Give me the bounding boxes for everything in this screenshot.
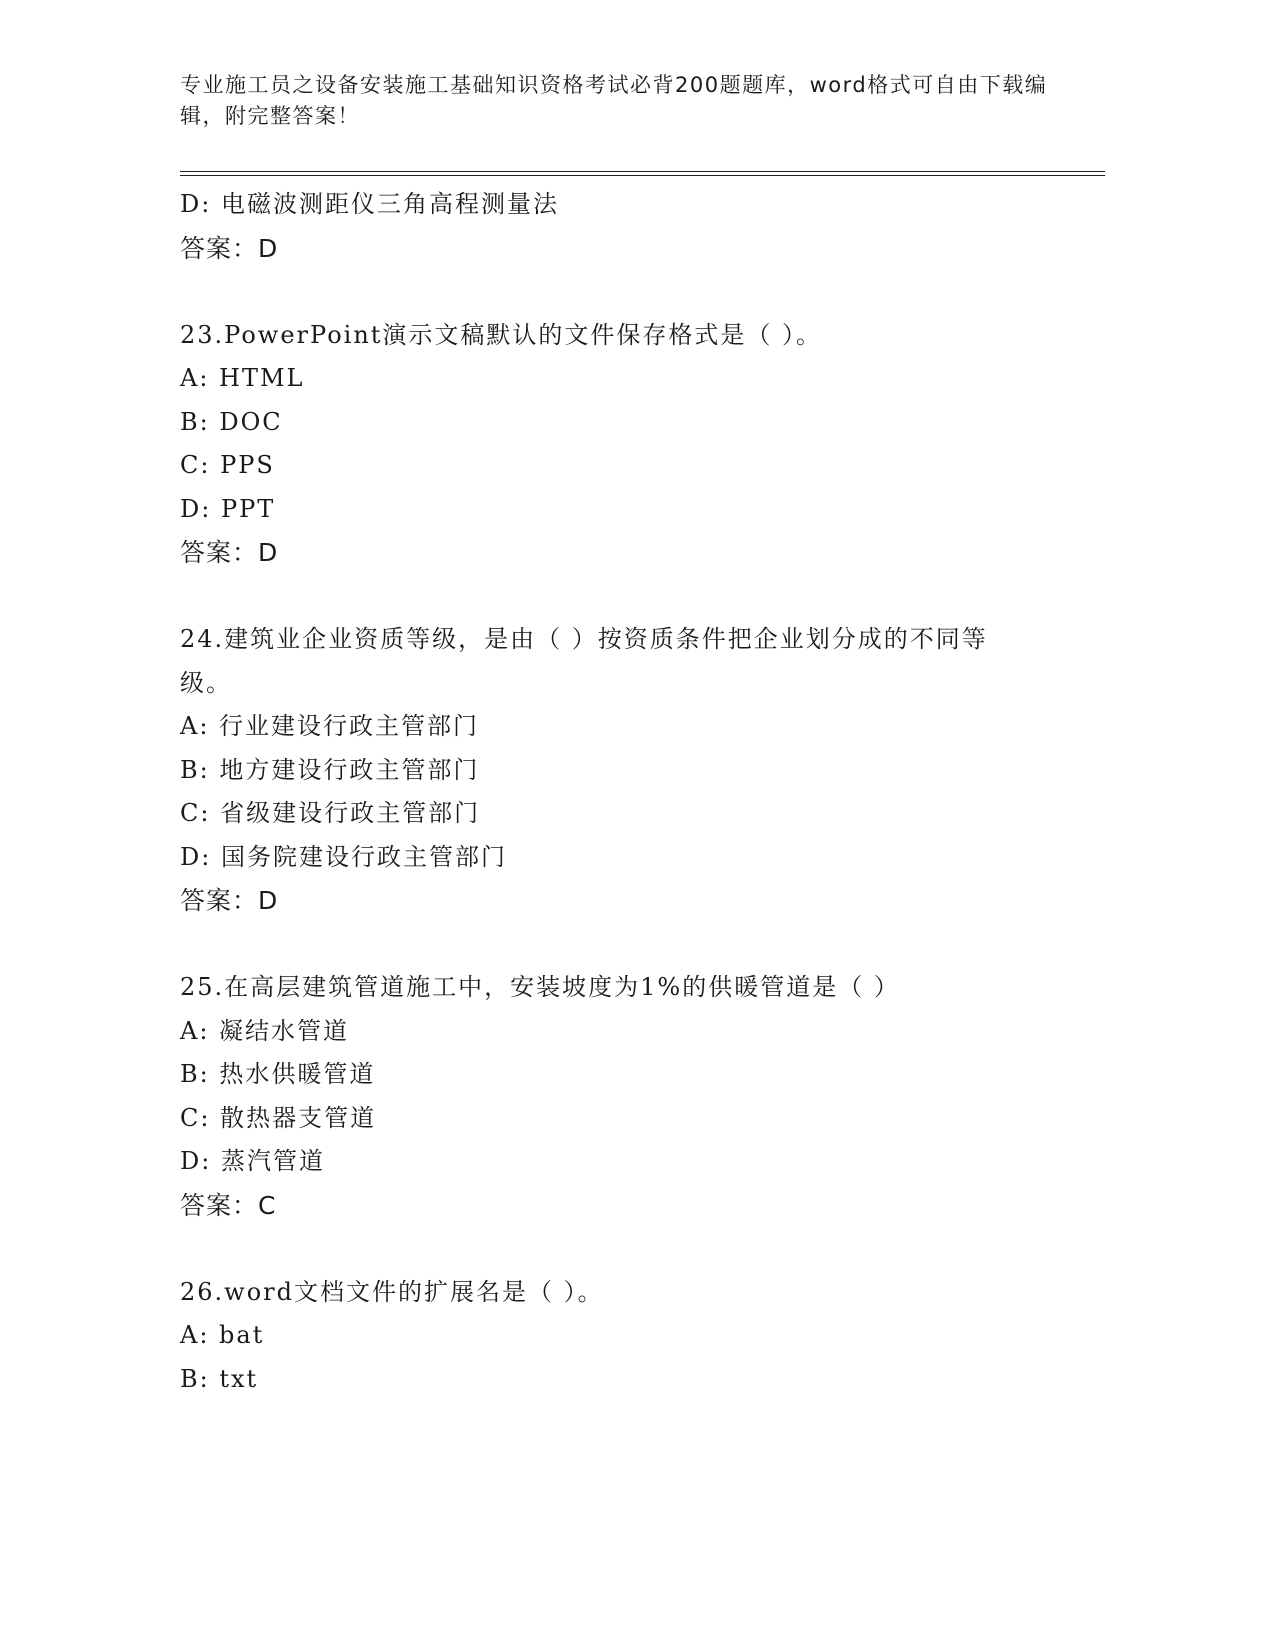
answer-line: 答案：D xyxy=(180,538,279,567)
option-a: A: bat xyxy=(180,1321,265,1349)
question-text: 25.在高层建筑管道施工中，安装坡度为1%的供暖管道是（ ） xyxy=(180,973,900,1001)
option-b: B: txt xyxy=(180,1364,259,1393)
question-block-26 xyxy=(180,1271,1080,1402)
question-block-24 xyxy=(180,618,1080,923)
option-b: B: 地方建设行政主管部门 xyxy=(180,755,480,784)
option-c: C: PPS xyxy=(180,451,275,479)
block-spacer xyxy=(180,1227,1080,1271)
option-b: B: 热水供暖管道 xyxy=(180,1060,376,1088)
answer-line: 答案：C xyxy=(180,1190,277,1220)
option-a: A: 行业建设行政主管部门 xyxy=(180,712,480,740)
block-spacer xyxy=(180,575,1080,619)
option-b: B: DOC xyxy=(180,407,283,436)
answer-line: 答案：D xyxy=(180,233,279,263)
option-a: A: 凝结水管道 xyxy=(180,1016,350,1045)
answer-line: 答案：D xyxy=(180,886,279,915)
block-spacer xyxy=(180,270,1080,314)
question-block-22 xyxy=(180,183,1080,270)
option-d: D: 电磁波测距仪三角高程测量法 xyxy=(180,190,559,218)
question-text: 23.PowerPoint演示文稿默认的文件保存格式是（ ）。 xyxy=(180,320,823,349)
question-block-23 xyxy=(180,314,1080,575)
block-spacer xyxy=(180,923,1080,967)
question-text: 24.建筑业企业资质等级，是由（ ）按资质条件把企业划分成的不同等级。 xyxy=(180,625,988,697)
header-rule-bottom xyxy=(180,175,1105,176)
option-d: D: 国务院建设行政主管部门 xyxy=(180,842,507,871)
option-c: C: 散热器支管道 xyxy=(180,1103,377,1132)
page-header: 专业施工员之设备安装施工基础知识资格考试必背200题题库，word格式可自由下载编辑，附完整答案！ xyxy=(180,73,1048,128)
document-body xyxy=(180,183,1080,1401)
header-rule-top xyxy=(180,171,1105,172)
option-d: D: 蒸汽管道 xyxy=(180,1147,325,1175)
question-block-25 xyxy=(180,966,1080,1227)
question-text: 26.word文档文件的扩展名是（ ）。 xyxy=(180,1277,604,1306)
option-a: A: HTML xyxy=(180,364,305,392)
option-d: D: PPT xyxy=(180,494,276,523)
option-c: C: 省级建设行政主管部门 xyxy=(180,799,481,827)
